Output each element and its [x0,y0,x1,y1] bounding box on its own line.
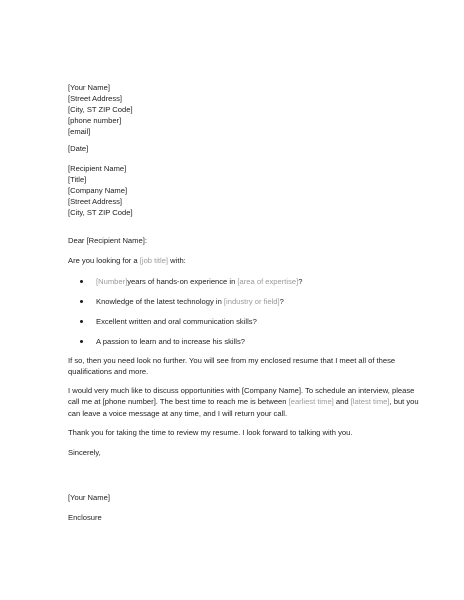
bullet-text: Knowledge of the latest technology in [96,297,224,306]
paragraph-interview [68,385,419,419]
job-title-placeholder: [job title] [139,256,169,265]
bullet-item-communication [80,316,400,327]
paragraph-line: can leave a voice message at any time, and I will return your call. [68,408,288,418]
letter-date: [Date] [68,144,89,153]
paragraph-qualifications [68,355,408,378]
sender-city: [City, ST ZIP Code] [68,105,133,114]
paragraph-line: I would very much like to discuss opportunities with [Company Name]. To schedule an interview, please [68,386,415,395]
sender-name: [Your Name] [68,83,110,92]
paragraph-text: and [333,397,351,407]
recipient-company: [Company Name] [68,186,128,195]
paragraph-text: , but you [389,397,419,407]
salutation: Dear [Recipient Name]: [68,236,147,245]
bullet-item-technology [80,296,400,307]
bullet-icon [80,300,83,303]
bullet-icon [80,340,83,343]
recipient-title: [Title] [68,175,87,184]
paragraph-line: If so, then you need look no further. You will see from my enclosed resume that I meet all of these [68,356,396,365]
recipient-name: [Recipient Name] [68,164,127,173]
paragraph-text: call me at [phone number]. The best time to reach me is between [68,397,289,407]
paragraph-line: Thank you for taking the time to review my resume. I look forward to talking with you. [68,428,353,437]
closing: Sincerely, [68,448,101,457]
recipient-street: [Street Address] [68,197,123,206]
area-of-expertise-placeholder: [area of expertise] [237,277,299,286]
intro-paragraph [68,255,408,266]
date-block [68,143,408,154]
intro-text-before: Are you looking for a [68,256,140,265]
enclosure-block [68,512,408,523]
intro-text-after: with: [168,256,186,265]
bullet-text: A passion to learn and to increase his skills? [96,337,246,346]
signature-name: [Your Name] [68,493,110,502]
enclosure-label: Enclosure [68,513,102,522]
sender-email: [email] [68,127,91,136]
number-placeholder: [Number] [96,277,128,286]
bullet-item-experience [80,276,400,287]
industry-or-field-placeholder: [industry or field] [223,297,280,306]
bullet-icon [80,280,83,283]
paragraph-thanks [68,427,408,438]
bullet-text-end: ? [279,297,284,306]
bullet-text: years of hands-on experience in [127,277,238,286]
paragraph-line [68,396,419,407]
latest-time-placeholder: [latest time] [350,397,390,407]
bullet-item-passion [80,336,400,347]
recipient-address-block [68,163,408,218]
sender-phone: [phone number] [68,116,122,125]
paragraph-line: qualifications and more. [68,367,149,377]
salutation-block [68,235,408,246]
bullet-text-end: ? [298,277,303,286]
sender-address-block [68,82,408,137]
bullet-icon [80,320,83,323]
signature-block [68,492,408,503]
bullet-text: Excellent written and oral communication skills? [96,317,257,326]
recipient-city: [City, ST ZIP Code] [68,208,133,217]
earliest-time-placeholder: [earliest time] [288,397,334,407]
sender-street: [Street Address] [68,94,123,103]
closing-block [68,447,408,458]
